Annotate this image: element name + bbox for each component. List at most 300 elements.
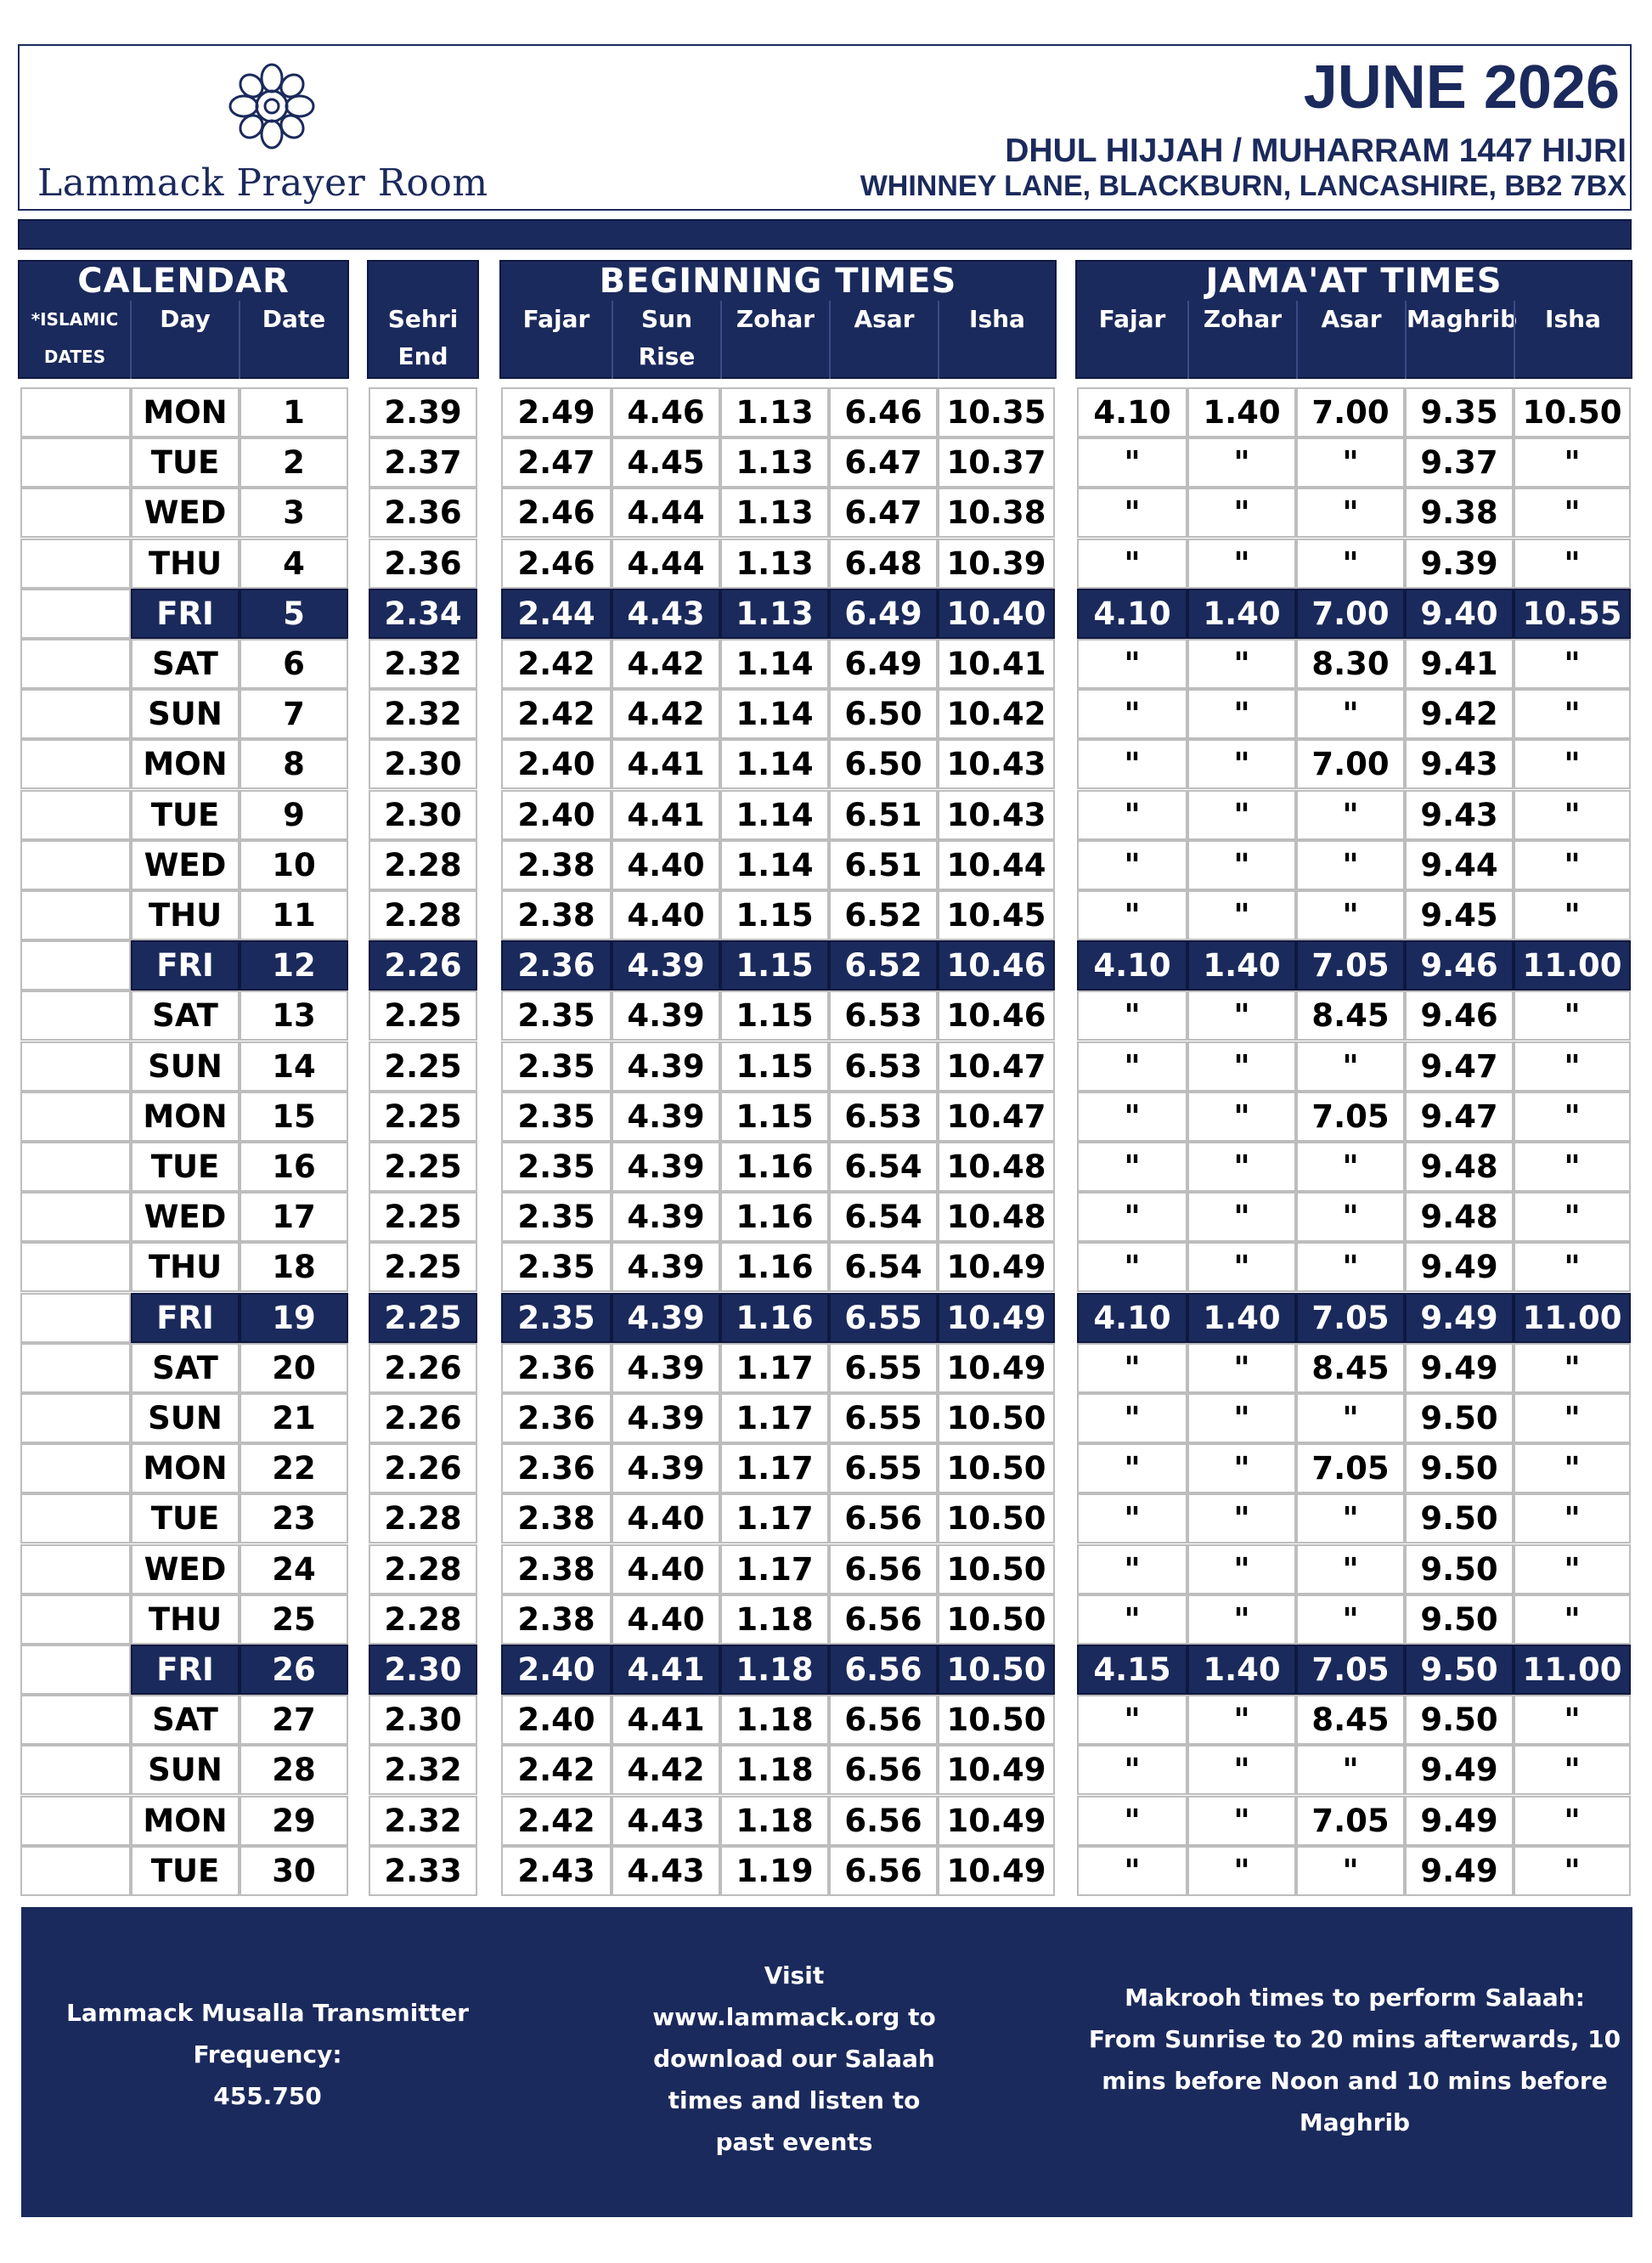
sunrise-cell: 4.40 — [612, 890, 720, 940]
day-cell: SAT — [131, 990, 240, 1041]
sunrise-cell: 4.42 — [612, 1745, 720, 1795]
table-row — [0, 790, 1652, 840]
isha-begin-cell: 10.47 — [938, 1092, 1055, 1142]
isha-jamaat-cell: " — [1514, 1695, 1631, 1745]
sunrise-header — [612, 301, 720, 379]
maghrib-jamaat-cell: 9.43 — [1405, 790, 1514, 840]
isha-begin-cell: 10.45 — [938, 890, 1055, 940]
makrooh-times-info: Makrooh times to perform Salaah: From Sunrise to 20 mins afterwards, 10 mins before Noon and 10 mins before Maghrib — [1088, 1984, 1621, 2136]
isha-jamaat-cell: " — [1514, 1846, 1631, 1896]
islamic-date-cell — [20, 1092, 131, 1142]
fajar-begin-cell: 2.35 — [501, 1192, 612, 1242]
isha-jamaat-cell: " — [1514, 1192, 1631, 1242]
maghrib-jamaat-cell: 9.50 — [1405, 1544, 1514, 1594]
sehri-cell: 2.36 — [369, 488, 477, 538]
fajar-jamaat-cell: " — [1077, 890, 1187, 940]
zohar-jamaat-header: Zohar — [1187, 301, 1296, 379]
table-row — [0, 689, 1652, 739]
sunrise-cell: 4.45 — [612, 437, 720, 488]
asar-begin-cell: 6.56 — [829, 1695, 938, 1745]
day-cell: FRI — [131, 1293, 240, 1343]
asar-jamaat-cell: " — [1296, 539, 1405, 589]
maghrib-jamaat-cell: 9.50 — [1405, 1393, 1514, 1443]
isha-jamaat-cell: " — [1514, 1092, 1631, 1142]
zohar-begin-cell: 1.15 — [720, 1092, 829, 1142]
zohar-jamaat-cell: 1.40 — [1187, 589, 1296, 639]
asar-jamaat-cell: " — [1296, 890, 1405, 940]
date-cell: 29 — [240, 1796, 348, 1846]
day-cell: THU — [131, 1594, 240, 1645]
zohar-begin-cell: 1.18 — [720, 1695, 829, 1745]
fajar-jamaat-cell: " — [1077, 790, 1187, 840]
sehri-cell: 2.30 — [369, 790, 477, 840]
sehri-header — [367, 260, 479, 379]
asar-begin-cell: 6.56 — [829, 1594, 938, 1645]
zohar-begin-cell: 1.13 — [720, 589, 829, 639]
date-cell: 16 — [240, 1142, 348, 1192]
sunrise-cell: 4.39 — [612, 1041, 720, 1092]
fajar-jamaat-cell: " — [1077, 1443, 1187, 1493]
sehri-cell: 2.26 — [369, 1443, 477, 1493]
islamic-date-cell — [20, 840, 131, 890]
sunrise-cell: 4.41 — [612, 1695, 720, 1745]
isha-jamaat-cell: " — [1514, 1594, 1631, 1645]
sehri-cell: 2.37 — [369, 437, 477, 488]
day-cell: TUE — [131, 1493, 240, 1543]
zohar-jamaat-cell: " — [1187, 1192, 1296, 1242]
zohar-begin-cell: 1.15 — [720, 940, 829, 990]
isha-begin-cell: 10.38 — [938, 488, 1055, 538]
table-row — [0, 1142, 1652, 1192]
day-header: Day — [130, 301, 239, 379]
date-cell: 2 — [240, 437, 348, 488]
isha-jamaat-cell: 10.50 — [1514, 387, 1631, 437]
asar-jamaat-cell: " — [1296, 1745, 1405, 1795]
asar-begin-cell: 6.55 — [829, 1443, 938, 1493]
asar-jamaat-cell: 7.05 — [1296, 1645, 1405, 1695]
zohar-begin-cell: 1.16 — [720, 1293, 829, 1343]
zohar-begin-cell: 1.13 — [720, 488, 829, 538]
date-cell: 17 — [240, 1192, 348, 1242]
maghrib-jamaat-cell: 9.47 — [1405, 1092, 1514, 1142]
fajar-begin-cell: 2.38 — [501, 1493, 612, 1543]
asar-begin-cell: 6.50 — [829, 739, 938, 789]
zohar-jamaat-cell: " — [1187, 539, 1296, 589]
zohar-jamaat-cell: " — [1187, 488, 1296, 538]
zohar-jamaat-cell: 1.40 — [1187, 387, 1296, 437]
day-cell: THU — [131, 1242, 240, 1292]
fajar-jamaat-cell: " — [1077, 1242, 1187, 1292]
asar-begin-cell: 6.51 — [829, 790, 938, 840]
calendar-title: CALENDAR — [77, 262, 290, 301]
zohar-jamaat-cell: " — [1187, 1343, 1296, 1393]
fajar-jamaat-cell: " — [1077, 1393, 1187, 1443]
isha-jamaat-cell: " — [1514, 1242, 1631, 1292]
date-cell: 21 — [240, 1393, 348, 1443]
fajar-jamaat-cell: " — [1077, 840, 1187, 890]
day-cell: FRI — [131, 1645, 240, 1695]
maghrib-jamaat-cell: 9.49 — [1405, 1796, 1514, 1846]
isha-begin-cell: 10.39 — [938, 539, 1055, 589]
asar-jamaat-cell: " — [1296, 1544, 1405, 1594]
fajar-begin-cell: 2.35 — [501, 1293, 612, 1343]
fajar-begin-cell: 2.35 — [501, 990, 612, 1041]
fajar-jamaat-cell: " — [1077, 990, 1187, 1041]
day-cell: MON — [131, 1443, 240, 1493]
sunrise-cell: 4.39 — [612, 1343, 720, 1393]
sehri-cell: 2.36 — [369, 539, 477, 589]
maghrib-jamaat-cell: 9.39 — [1405, 539, 1514, 589]
sehri-line1: Sehri — [387, 305, 459, 333]
sunrise-cell: 4.39 — [612, 940, 720, 990]
day-cell: THU — [131, 539, 240, 589]
date-cell: 3 — [240, 488, 348, 538]
maghrib-jamaat-cell: 9.47 — [1405, 1041, 1514, 1092]
sunrise-cell: 4.43 — [612, 589, 720, 639]
sehri-cell: 2.28 — [369, 1493, 477, 1543]
asar-begin-cell: 6.52 — [829, 940, 938, 990]
islamic-date-cell — [20, 1645, 131, 1695]
islamic-date-cell — [20, 1242, 131, 1292]
sunrise-line1: Sun — [640, 305, 693, 333]
zohar-jamaat-cell: " — [1187, 1443, 1296, 1493]
fajar-begin-cell: 2.35 — [501, 1092, 612, 1142]
zohar-begin-cell: 1.17 — [720, 1443, 829, 1493]
isha-jamaat-cell: " — [1514, 639, 1631, 689]
islamic-date-cell — [20, 1846, 131, 1896]
day-cell: SAT — [131, 1343, 240, 1393]
fajar-jamaat-cell: " — [1077, 1544, 1187, 1594]
isha-jamaat-cell: " — [1514, 1393, 1631, 1443]
isha-begin-cell: 10.48 — [938, 1142, 1055, 1192]
isha-jamaat-cell: " — [1514, 1343, 1631, 1393]
sunrise-cell: 4.39 — [612, 1142, 720, 1192]
zohar-jamaat-cell: 1.40 — [1187, 1645, 1296, 1695]
zohar-jamaat-cell: " — [1187, 639, 1296, 689]
day-cell: FRI — [131, 589, 240, 639]
table-row — [0, 539, 1652, 589]
isha-begin-cell: 10.49 — [938, 1745, 1055, 1795]
zohar-begin-cell: 1.13 — [720, 437, 829, 488]
maghrib-jamaat-cell: 9.49 — [1405, 1846, 1514, 1896]
fajar-begin-cell: 2.35 — [501, 1142, 612, 1192]
maghrib-jamaat-cell: 9.41 — [1405, 639, 1514, 689]
fajar-begin-cell: 2.35 — [501, 1041, 612, 1092]
date-cell: 5 — [240, 589, 348, 639]
fajar-jamaat-cell: " — [1077, 1092, 1187, 1142]
isha-begin-cell: 10.49 — [938, 1242, 1055, 1292]
sehri-cell: 2.25 — [369, 1293, 477, 1343]
zohar-jamaat-cell: " — [1187, 840, 1296, 890]
fajar-jamaat-cell: " — [1077, 689, 1187, 739]
islamic-date-cell — [20, 1293, 131, 1343]
maghrib-jamaat-cell: 9.37 — [1405, 437, 1514, 488]
islamic-date-cell — [20, 589, 131, 639]
islamic-date-cell — [20, 1594, 131, 1645]
zohar-begin-cell: 1.16 — [720, 1242, 829, 1292]
zohar-jamaat-cell: " — [1187, 1796, 1296, 1846]
day-cell: WED — [131, 1544, 240, 1594]
maghrib-jamaat-cell: 9.50 — [1405, 1443, 1514, 1493]
table-row — [0, 990, 1652, 1041]
asar-begin-cell: 6.54 — [829, 1242, 938, 1292]
asar-jamaat-cell: " — [1296, 488, 1405, 538]
sunrise-cell: 4.42 — [612, 689, 720, 739]
date-cell: 6 — [240, 639, 348, 689]
isha-begin-cell: 10.50 — [938, 1493, 1055, 1543]
maghrib-jamaat-cell: 9.44 — [1405, 840, 1514, 890]
isha-begin-cell: 10.49 — [938, 1293, 1055, 1343]
fajar-jamaat-cell: " — [1077, 1192, 1187, 1242]
day-cell: SAT — [131, 639, 240, 689]
fajar-begin-cell: 2.42 — [501, 689, 612, 739]
zohar-begin-cell: 1.13 — [720, 539, 829, 589]
maghrib-jamaat-cell: 9.46 — [1405, 990, 1514, 1041]
isha-begin-cell: 10.50 — [938, 1443, 1055, 1493]
date-cell: 10 — [240, 840, 348, 890]
islamic-date-cell — [20, 387, 131, 437]
isha-begin-cell: 10.50 — [938, 1695, 1055, 1745]
table-row — [0, 488, 1652, 538]
isha-jamaat-cell: " — [1514, 1493, 1631, 1543]
table-row — [0, 1594, 1652, 1645]
zohar-begin-cell: 1.14 — [720, 639, 829, 689]
sehri-cell: 2.28 — [369, 890, 477, 940]
asar-begin-cell: 6.56 — [829, 1493, 938, 1543]
isha-begin-cell: 10.35 — [938, 387, 1055, 437]
maghrib-jamaat-cell: 9.38 — [1405, 488, 1514, 538]
isha-begin-header: Isha — [938, 301, 1055, 379]
asar-jamaat-cell: 7.05 — [1296, 940, 1405, 990]
day-cell: FRI — [131, 940, 240, 990]
fajar-jamaat-cell: 4.10 — [1077, 387, 1187, 437]
fajar-begin-cell: 2.44 — [501, 589, 612, 639]
date-cell: 27 — [240, 1695, 348, 1745]
isha-begin-cell: 10.48 — [938, 1192, 1055, 1242]
sehri-cell: 2.28 — [369, 840, 477, 890]
maghrib-jamaat-cell: 9.49 — [1405, 1242, 1514, 1292]
fajar-begin-cell: 2.40 — [501, 1695, 612, 1745]
sunrise-cell: 4.42 — [612, 639, 720, 689]
asar-jamaat-cell: " — [1296, 790, 1405, 840]
footer-panel — [21, 1907, 1632, 2217]
zohar-begin-cell: 1.15 — [720, 890, 829, 940]
beginning-times-header — [499, 260, 1057, 379]
isha-begin-cell: 10.41 — [938, 639, 1055, 689]
zohar-begin-cell: 1.14 — [720, 840, 829, 890]
date-cell: 9 — [240, 790, 348, 840]
day-cell: TUE — [131, 1846, 240, 1896]
zohar-jamaat-cell: " — [1187, 890, 1296, 940]
sunrise-cell: 4.40 — [612, 840, 720, 890]
day-cell: WED — [131, 840, 240, 890]
isha-jamaat-header: Isha — [1514, 301, 1631, 379]
asar-begin-cell: 6.55 — [829, 1393, 938, 1443]
date-cell: 28 — [240, 1745, 348, 1795]
isha-begin-cell: 10.44 — [938, 840, 1055, 890]
day-cell: WED — [131, 488, 240, 538]
islamic-date-cell — [20, 1142, 131, 1192]
isha-begin-cell: 10.47 — [938, 1041, 1055, 1092]
day-cell: TUE — [131, 1142, 240, 1192]
zohar-jamaat-cell: " — [1187, 1846, 1296, 1896]
table-row — [0, 1293, 1652, 1343]
sunrise-cell: 4.46 — [612, 387, 720, 437]
sehri-cell: 2.32 — [369, 1796, 477, 1846]
islamic-date-cell — [20, 1695, 131, 1745]
islamic-date-cell — [20, 1443, 131, 1493]
isha-begin-cell: 10.49 — [938, 1846, 1055, 1896]
maghrib-jamaat-cell: 9.43 — [1405, 739, 1514, 789]
maghrib-jamaat-cell: 9.49 — [1405, 1745, 1514, 1795]
fajar-jamaat-cell: " — [1077, 437, 1187, 488]
date-cell: 24 — [240, 1544, 348, 1594]
islamic-date-cell — [20, 1796, 131, 1846]
zohar-begin-cell: 1.17 — [720, 1343, 829, 1393]
table-row — [0, 739, 1652, 789]
sunrise-cell: 4.39 — [612, 1092, 720, 1142]
isha-jamaat-cell: " — [1514, 1142, 1631, 1192]
zohar-jamaat-cell: " — [1187, 1242, 1296, 1292]
sehri-line2: End — [397, 342, 448, 370]
zohar-begin-cell: 1.17 — [720, 1393, 829, 1443]
asar-jamaat-cell: 8.45 — [1296, 990, 1405, 1041]
zohar-jamaat-cell: " — [1187, 1745, 1296, 1795]
fajar-jamaat-cell: " — [1077, 1745, 1187, 1795]
sunrise-cell: 4.39 — [612, 1443, 720, 1493]
table-row — [0, 639, 1652, 689]
sunrise-cell: 4.43 — [612, 1846, 720, 1896]
asar-begin-header: Asar — [829, 301, 938, 379]
asar-jamaat-header: Asar — [1296, 301, 1405, 379]
table-row — [0, 940, 1652, 990]
day-cell: MON — [131, 739, 240, 789]
fajar-jamaat-cell: 4.10 — [1077, 589, 1187, 639]
isha-jamaat-cell: 11.00 — [1514, 940, 1631, 990]
isha-jamaat-cell: " — [1514, 437, 1631, 488]
fajar-jamaat-cell: " — [1077, 639, 1187, 689]
sehri-cell: 2.34 — [369, 589, 477, 639]
maghrib-jamaat-cell: 9.48 — [1405, 1192, 1514, 1242]
asar-begin-cell: 6.48 — [829, 539, 938, 589]
day-cell: MON — [131, 387, 240, 437]
zohar-begin-cell: 1.16 — [720, 1142, 829, 1192]
sunrise-cell: 4.41 — [612, 1645, 720, 1695]
fajar-begin-cell: 2.38 — [501, 840, 612, 890]
fajar-begin-cell: 2.42 — [501, 639, 612, 689]
islamic-date-cell — [20, 488, 131, 538]
date-cell: 18 — [240, 1242, 348, 1292]
zohar-begin-cell: 1.17 — [720, 1544, 829, 1594]
date-cell: 8 — [240, 739, 348, 789]
maghrib-jamaat-cell: 9.40 — [1405, 589, 1514, 639]
sehri-cell: 2.30 — [369, 1645, 477, 1695]
sehri-cell: 2.25 — [369, 1192, 477, 1242]
islamic-date-cell — [20, 639, 131, 689]
sehri-cell: 2.28 — [369, 1544, 477, 1594]
asar-begin-cell: 6.53 — [829, 1092, 938, 1142]
zohar-jamaat-cell: 1.40 — [1187, 940, 1296, 990]
zohar-jamaat-cell: " — [1187, 1092, 1296, 1142]
asar-begin-cell: 6.52 — [829, 890, 938, 940]
logo-text: Lammack Prayer Room — [37, 161, 488, 205]
date-cell: 26 — [240, 1645, 348, 1695]
date-cell: 22 — [240, 1443, 348, 1493]
maghrib-jamaat-cell: 9.35 — [1405, 387, 1514, 437]
asar-jamaat-cell: 7.05 — [1296, 1443, 1405, 1493]
sunrise-cell: 4.40 — [612, 1594, 720, 1645]
sehri-cell: 2.32 — [369, 689, 477, 739]
sehri-cell: 2.39 — [369, 387, 477, 437]
table-row — [0, 589, 1652, 639]
zohar-begin-cell: 1.18 — [720, 1796, 829, 1846]
sehri-cell: 2.26 — [369, 1343, 477, 1393]
asar-begin-cell: 6.56 — [829, 1846, 938, 1896]
isha-jamaat-cell: " — [1514, 1041, 1631, 1092]
zohar-jamaat-cell: " — [1187, 1041, 1296, 1092]
islamic-date-cell — [20, 890, 131, 940]
date-cell: 30 — [240, 1846, 348, 1896]
sunrise-cell: 4.39 — [612, 990, 720, 1041]
sehri-cell: 2.30 — [369, 739, 477, 789]
sunrise-line2: Rise — [638, 342, 696, 370]
fajar-jamaat-cell: 4.10 — [1077, 940, 1187, 990]
zohar-jamaat-cell: " — [1187, 990, 1296, 1041]
isha-jamaat-cell: 10.55 — [1514, 589, 1631, 639]
fajar-begin-cell: 2.40 — [501, 1645, 612, 1695]
fajar-jamaat-cell: " — [1077, 488, 1187, 538]
isha-jamaat-cell: " — [1514, 890, 1631, 940]
asar-jamaat-cell: " — [1296, 840, 1405, 890]
table-row — [0, 1796, 1652, 1846]
date-cell: 12 — [240, 940, 348, 990]
zohar-begin-cell: 1.15 — [720, 1041, 829, 1092]
isha-jamaat-cell: " — [1514, 790, 1631, 840]
jamaat-times-title: JAMA'AT TIMES — [1205, 262, 1503, 301]
asar-begin-cell: 6.51 — [829, 840, 938, 890]
maghrib-jamaat-cell: 9.49 — [1405, 1343, 1514, 1393]
beginning-times-title: BEGINNING TIMES — [599, 262, 957, 301]
sunrise-cell: 4.39 — [612, 1293, 720, 1343]
isha-jamaat-cell: " — [1514, 488, 1631, 538]
asar-begin-cell: 6.54 — [829, 1192, 938, 1242]
date-cell: 11 — [240, 890, 348, 940]
sehri-cell: 2.33 — [369, 1846, 477, 1896]
islamic-date-cell — [20, 1493, 131, 1543]
islamic-dates-header — [20, 301, 130, 379]
asar-jamaat-cell: " — [1296, 1594, 1405, 1645]
sunrise-cell: 4.39 — [612, 1393, 720, 1443]
isha-jamaat-cell: " — [1514, 1796, 1631, 1846]
isha-jamaat-cell: " — [1514, 840, 1631, 890]
date-cell: 20 — [240, 1343, 348, 1393]
isha-jamaat-cell: " — [1514, 1745, 1631, 1795]
date-cell: 25 — [240, 1594, 348, 1645]
isha-jamaat-cell: " — [1514, 739, 1631, 789]
isha-begin-cell: 10.42 — [938, 689, 1055, 739]
maghrib-jamaat-cell: 9.50 — [1405, 1493, 1514, 1543]
day-cell: THU — [131, 890, 240, 940]
fajar-begin-header: Fajar — [522, 305, 590, 333]
day-cell: SUN — [131, 689, 240, 739]
fajar-jamaat-cell: 4.10 — [1077, 1293, 1187, 1343]
zohar-jamaat-cell: " — [1187, 1142, 1296, 1192]
fajar-begin-cell: 2.35 — [501, 1242, 612, 1292]
sunrise-cell: 4.44 — [612, 539, 720, 589]
isha-jamaat-cell: " — [1514, 990, 1631, 1041]
sehri-cell: 2.25 — [369, 1041, 477, 1092]
sehri-cell: 2.28 — [369, 1594, 477, 1645]
